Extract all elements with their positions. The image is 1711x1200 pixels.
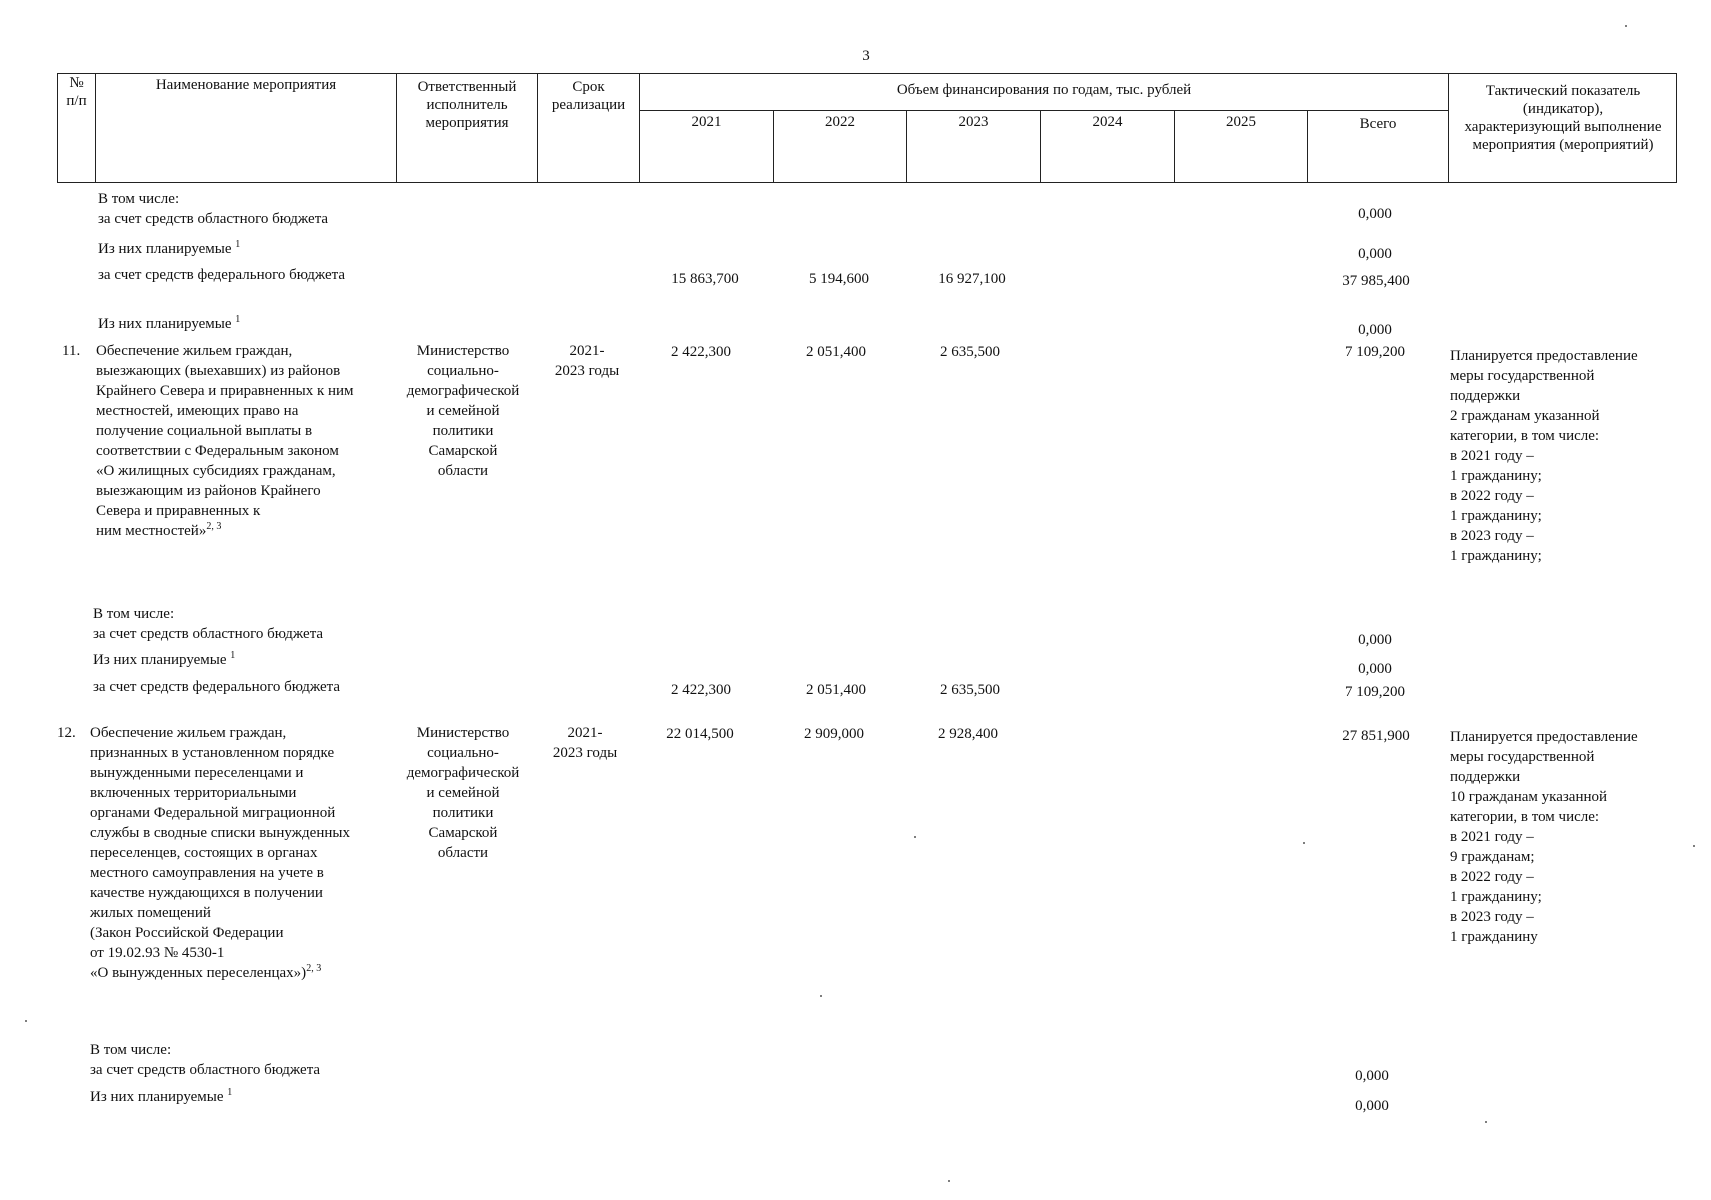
incl-label: В том числе: bbox=[98, 191, 180, 207]
planned-sup: 1 bbox=[235, 239, 241, 250]
header-name: Наименование мероприятия bbox=[155, 77, 337, 93]
scan-speck bbox=[820, 995, 822, 997]
header-total: Всего bbox=[1359, 116, 1397, 132]
row-number: 11. bbox=[62, 343, 81, 359]
federal-2021: 15 863,700 bbox=[671, 271, 739, 287]
scan-speck bbox=[1625, 25, 1627, 27]
federal-2022: 5 194,600 bbox=[809, 271, 869, 287]
scan-speck bbox=[1485, 1121, 1487, 1123]
planned2-label bbox=[98, 314, 240, 334]
planned-sup: 1 bbox=[230, 650, 236, 661]
header-year-2022: 2022 bbox=[825, 114, 855, 130]
federal-2021: 2 422,300 bbox=[671, 682, 731, 698]
federal-total: 7 109,200 bbox=[1345, 684, 1405, 700]
scan-speck bbox=[914, 836, 916, 838]
planned2-total: 0,000 bbox=[1358, 322, 1392, 338]
regional-label: за счет средств областного бюджета bbox=[90, 1062, 321, 1078]
federal-label: за счет средств федерального бюджета bbox=[98, 267, 346, 283]
scan-speck bbox=[948, 1180, 950, 1182]
header-indicator: Тактический показатель (индикатор), характеризующий выполнение мероприятия (мероприятий) bbox=[1464, 83, 1662, 153]
planned-total: 0,000 bbox=[1358, 661, 1392, 677]
federal-total: 37 985,400 bbox=[1342, 273, 1410, 289]
row-2021: 22 014,500 bbox=[666, 726, 734, 742]
header-year-2021: 2021 bbox=[691, 114, 722, 130]
row-responsible: Министерство социально- демографической и семейной политики Самарской области bbox=[406, 343, 520, 479]
scan-speck bbox=[1303, 842, 1305, 844]
planned-label bbox=[98, 239, 240, 259]
planned-text: Из них планируемые bbox=[98, 241, 232, 257]
scan-speck bbox=[1693, 845, 1695, 847]
row-term: 2021- 2023 годы bbox=[554, 343, 620, 379]
row-2023: 2 635,500 bbox=[940, 344, 1000, 360]
regional-total: 0,000 bbox=[1358, 632, 1392, 648]
row-total: 7 109,200 bbox=[1345, 344, 1405, 360]
header-top-border bbox=[57, 73, 1677, 74]
incl-label: В том числе: bbox=[93, 606, 175, 622]
row-2023: 2 928,400 bbox=[938, 726, 998, 742]
planned-text: Из них планируемые bbox=[93, 652, 227, 668]
row-number: 12. bbox=[57, 725, 76, 741]
row-indicator: Планируется предоставление меры государственной поддержки 2 гражданам указанной категории, в том числе: в 2021 году – 1 гражданину; в 2022 году – 1 гражданину; в 2023 году – 1 гражданину; bbox=[1450, 348, 1638, 564]
planned-total: 0,000 bbox=[1358, 246, 1392, 262]
header-bottom-border bbox=[57, 182, 1677, 183]
row-term: 2021- 2023 годы bbox=[552, 725, 618, 761]
row-name bbox=[90, 723, 396, 983]
incl-label: В том числе: bbox=[90, 1042, 172, 1058]
row-2022: 2 051,400 bbox=[806, 344, 866, 360]
row-2021: 2 422,300 bbox=[671, 344, 731, 360]
page-number: 3 bbox=[862, 48, 870, 64]
regional-total: 0,000 bbox=[1355, 1068, 1389, 1084]
header-responsible: Ответственный исполнитель мероприятия bbox=[417, 79, 517, 131]
header-year-2025: 2025 bbox=[1226, 114, 1256, 130]
row-total: 27 851,900 bbox=[1342, 728, 1410, 744]
planned-text: Из них планируемые bbox=[90, 1089, 224, 1105]
federal-label: за счет средств федерального бюджета bbox=[93, 679, 341, 695]
header-year-2023: 2023 bbox=[958, 114, 989, 130]
row-2022: 2 909,000 bbox=[804, 726, 864, 742]
planned-total: 0,000 bbox=[1355, 1098, 1389, 1114]
federal-2023: 16 927,100 bbox=[938, 271, 1006, 287]
row-name-text: Обеспечение жильем граждан, выезжающих (выехавших) из районов Крайнего Севера и приравненных к ним местностей, имеющих право на получение социальной выплаты в соответствии с Федеральным законом «О жилищных субсидиях гражданам, выезжающим из районов Крайнего Севера и приравненных к ним местностей» bbox=[96, 343, 354, 539]
row-name bbox=[96, 341, 396, 541]
federal-2022: 2 051,400 bbox=[806, 682, 866, 698]
row-name-text: Обеспечение жильем граждан, признанных в установленном порядке вынужденными переселенцами и включенных территориальными органами Федеральной миграционной службы в сводные списки вынужденных переселенцев, состоящих в органах местного самоуправления на учете в качестве нуждающихся в получении жилых помещений (Закон Российской Федерации от 19.02.93 № 4530-1 «О вынужденных переселенцах») bbox=[90, 725, 350, 981]
header-num: № п/п bbox=[66, 75, 87, 109]
header-funding: Объем финансирования по годам, тыс. рублей bbox=[896, 82, 1192, 98]
row-indicator: Планируется предоставление меры государственной поддержки 10 гражданам указанной категории, в том числе: в 2021 году – 9 гражданам; в 2022 году – 1 гражданину; в 2023 году – 1 гражданину bbox=[1450, 729, 1638, 945]
row-responsible: Министерство социально- демографической и семейной политики Самарской области bbox=[406, 725, 520, 861]
row-name-sup: 2, 3 bbox=[206, 521, 222, 532]
planned-label bbox=[93, 650, 235, 670]
regional-label: за счет средств областного бюджета bbox=[98, 211, 329, 227]
funding-divider bbox=[640, 110, 1448, 111]
header-year-2024: 2024 bbox=[1092, 114, 1123, 130]
planned2-sup: 1 bbox=[235, 314, 241, 325]
scan-speck bbox=[25, 1020, 27, 1022]
planned-label bbox=[90, 1087, 232, 1107]
header-term: Срок реализации bbox=[551, 79, 626, 113]
federal-2023: 2 635,500 bbox=[940, 682, 1000, 698]
regional-label: за счет средств областного бюджета bbox=[93, 626, 324, 642]
planned2-text: Из них планируемые bbox=[98, 316, 232, 332]
regional-total: 0,000 bbox=[1358, 206, 1392, 222]
row-name-sup: 2, 3 bbox=[306, 963, 322, 974]
planned-sup: 1 bbox=[227, 1087, 233, 1098]
